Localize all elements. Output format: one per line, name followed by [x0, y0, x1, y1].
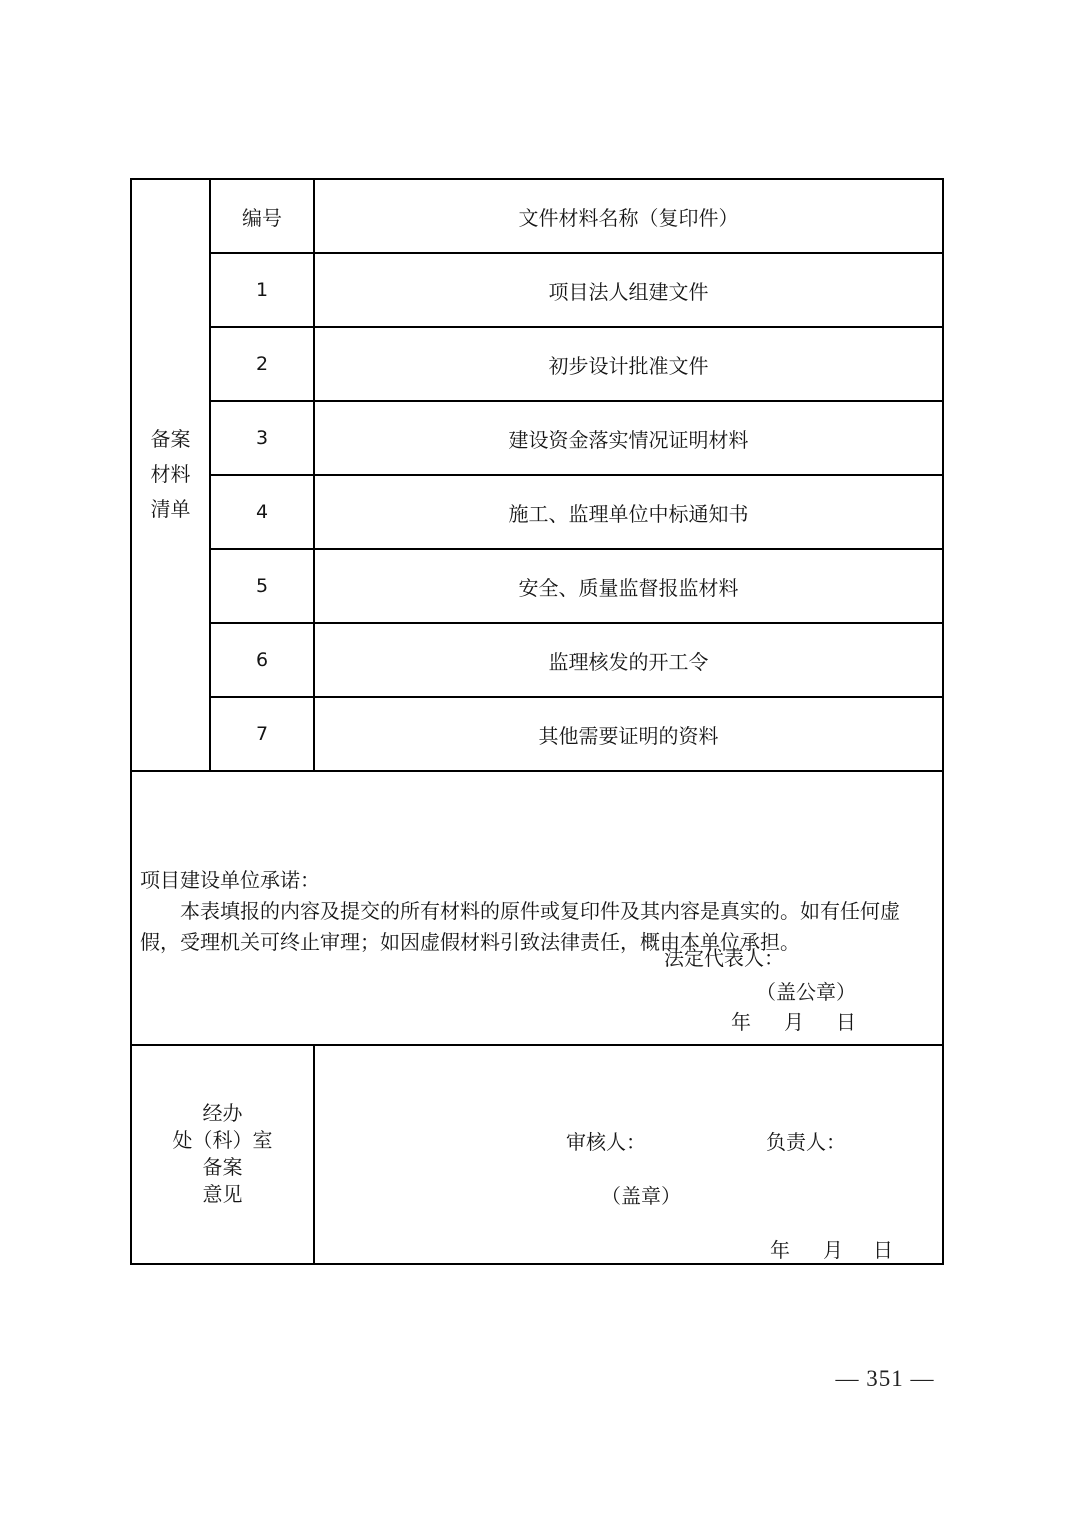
row-number: 7 [210, 697, 314, 771]
commitment-body: 本表填报的内容及提交的所有材料的原件或复印件及其内容是真实的。如有任何虚假，受理机关可终止审理；如因虚假材料引致法律责任，概由本单位承担。 [140, 900, 900, 954]
office-opinion-side-label-text [133, 1101, 312, 1209]
table-header-row [131, 179, 943, 253]
table-row [131, 697, 943, 771]
office-seal-note: （盖章） [601, 1186, 681, 1208]
material-name: 其他需要证明的资料 [314, 697, 943, 771]
table-row [131, 401, 943, 475]
materials-list-side-label-text [133, 423, 208, 528]
commitment-title: 项目建设单位承诺： [140, 869, 320, 892]
page-number: — 351 — [835, 1366, 935, 1391]
table-row [131, 327, 943, 401]
row-number: 3 [210, 401, 314, 475]
table-row [131, 623, 943, 697]
office-label-line: 备案 [202, 1156, 243, 1179]
date-month-label: 月 [823, 1240, 843, 1262]
date-year-label: 年 [731, 1012, 751, 1034]
office-opinion-side-label [131, 1045, 314, 1264]
row-number: 2 [210, 327, 314, 401]
reviewer-label: 审核人： [566, 1132, 646, 1154]
row-number: 6 [210, 623, 314, 697]
table-row [131, 253, 943, 327]
date-month-label: 月 [784, 1012, 804, 1034]
office-label-line: 经办 [202, 1102, 243, 1125]
material-name: 安全、质量监督报监材料 [314, 549, 943, 623]
office-label-line: 处（科）室 [172, 1129, 273, 1152]
office-opinion-cell [314, 1045, 943, 1264]
office-opinion-row [131, 1045, 943, 1264]
filing-form-table [130, 178, 944, 1265]
date-year-label: 年 [770, 1240, 790, 1262]
date-day-label: 日 [873, 1240, 893, 1262]
legal-representative-label: 法定代表人： [664, 948, 784, 970]
column-header-name: 文件材料名称（复印件） [314, 179, 943, 253]
responsible-person-label: 负责人： [766, 1132, 846, 1154]
company-seal-note: （盖公章） [756, 982, 856, 1004]
row-number: 5 [210, 549, 314, 623]
office-label-line: 意见 [202, 1183, 243, 1206]
side-label-line: 材料 [150, 463, 191, 486]
material-name: 施工、监理单位中标通知书 [314, 475, 943, 549]
commitment-section-row [131, 771, 943, 1045]
material-name: 监理核发的开工令 [314, 623, 943, 697]
materials-list-side-label [131, 179, 210, 771]
column-header-number: 编号 [210, 179, 314, 253]
material-name: 初步设计批准文件 [314, 327, 943, 401]
table-row [131, 549, 943, 623]
table-row [131, 475, 943, 549]
side-label-line: 备案 [150, 428, 191, 451]
row-number: 4 [210, 475, 314, 549]
row-number: 1 [210, 253, 314, 327]
commitment-cell [131, 771, 943, 1045]
side-label-line: 清单 [150, 498, 191, 521]
date-day-label: 日 [836, 1012, 856, 1034]
material-name: 建设资金落实情况证明材料 [314, 401, 943, 475]
material-name: 项目法人组建文件 [314, 253, 943, 327]
